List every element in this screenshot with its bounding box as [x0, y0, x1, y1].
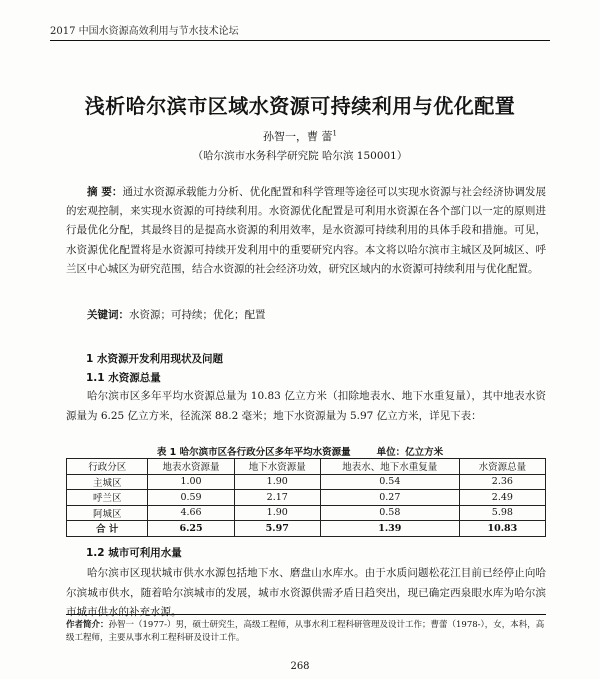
author-footnote — [66, 614, 546, 645]
keywords — [66, 307, 546, 322]
table-cell: 0.27 — [320, 490, 459, 506]
table-row — [67, 474, 546, 490]
table-cell: 呼兰区 — [67, 490, 148, 506]
table-caption-text: 表 1 哈尔滨市区各行政分区多年平均水资源量 — [156, 447, 351, 458]
abstract — [66, 183, 546, 279]
footnote-label: 作者简介： — [66, 620, 109, 630]
table-header-cell: 水资源总量 — [459, 459, 545, 475]
table-cell: 5.97 — [234, 521, 320, 537]
table-cell: 阿城区 — [67, 505, 148, 521]
table-header-row — [67, 459, 546, 475]
keywords-text: 水资源；可持续；优化；配置 — [129, 309, 266, 321]
table-unit: 单位：亿立方米 — [376, 447, 444, 458]
table-cell: 0.59 — [148, 490, 234, 506]
paper-title: 浅析哈尔滨市区域水资源可持续利用与优化配置 — [84, 94, 516, 118]
table-cell: 1.00 — [148, 474, 234, 490]
table-cell: 6.25 — [148, 521, 234, 537]
table-header-cell: 地下水资源量 — [234, 459, 320, 475]
abstract-label: 摘 要： — [87, 186, 123, 198]
author-names: 孙智一，曹 蕾 — [263, 130, 333, 143]
table-row — [67, 490, 546, 506]
table-total-row — [67, 521, 546, 537]
table-row — [67, 505, 546, 521]
table-cell: 2.49 — [459, 490, 545, 506]
table-cell: 2.36 — [459, 474, 545, 490]
abstract-text: 通过水资源承载能力分析、优化配置和科学管理等途径可以实现水资源与社会经济协调发展的宏观控制，来实现水资源的可持续利用。水资源优化配置是可利用水资源在各个部门以一定的原则进行最优化分配，其最终目的是提高水资源的利用效率，是水资源可持续利用的具体手段和措施。可见，水资源优化配置将是水资源可持续开发利用中的重要研究内容。本文将以哈尔滨市主城区及阿城区、呼兰区中心城区为研究范围，结合水资源的社会经济功效，研究区域内的水资源可持续利用与优化配置。 — [66, 186, 546, 275]
keywords-label: 关键词： — [87, 309, 129, 321]
section-1-2-text: 哈尔滨市区现状城市供水水源包括地下水、磨盘山水库水。由于水质问题松花江目前已经停止向哈尔滨城市供水，随着哈尔滨城市的发展，城市水资源供需矛盾日趋突出，现已确定西泉眼水库为哈尔滨市城市供水的补充水源。 — [66, 567, 546, 618]
table-header-cell: 地表水、地下水重复量 — [320, 459, 459, 475]
table-cell: 5.98 — [459, 505, 545, 521]
table-cell: 0.54 — [320, 474, 459, 490]
author-footnote-mark: 1 — [332, 129, 337, 138]
table-cell: 4.66 — [148, 505, 234, 521]
table-caption — [0, 444, 600, 458]
affiliation: （哈尔滨市水务科学研究院 哈尔滨 150001） — [192, 150, 408, 162]
table-cell: 0.58 — [320, 505, 459, 521]
table-cell: 主城区 — [67, 474, 148, 490]
section-1-1-heading: 1.1 水资源总量 — [86, 372, 161, 384]
table-header-cell: 地表水资源量 — [148, 459, 234, 475]
table-cell: 1.90 — [234, 474, 320, 490]
table-cell: 10.83 — [459, 521, 545, 537]
page-number: 268 — [290, 661, 310, 672]
running-header: 2017 中国水资源高效利用与节水技术论坛 — [50, 22, 550, 41]
table-cell: 1.90 — [234, 505, 320, 521]
authors — [0, 128, 600, 144]
section-1-1-text: 哈尔滨市区多年平均水资源总量为 10.83 亿立方米（扣除地表水、地下水重复量），其中地表水资源量为 6.25 亿立方米，径流深 88.2 毫米；地下水资源量为 5.97 亿立方米，详见下表： — [66, 390, 546, 422]
table-header-cell: 行政分区 — [67, 459, 148, 475]
footnote-text: 孙智一（1977-）男，硕士研究生，高级工程师，从事水利工程科研管理及设计工作；曹蕾（1978-），女，本科，高级工程师，主要从事水利工程科研及设计工作。 — [66, 620, 545, 643]
section-1-2-heading: 1.2 城市可利用水量 — [86, 547, 182, 559]
water-resources-table — [66, 458, 546, 537]
section-1-heading: 1 水资源开发利用现状及问题 — [86, 353, 223, 365]
table-cell: 1.39 — [320, 521, 459, 537]
table-cell: 合 计 — [67, 521, 148, 537]
table-cell: 2.17 — [234, 490, 320, 506]
